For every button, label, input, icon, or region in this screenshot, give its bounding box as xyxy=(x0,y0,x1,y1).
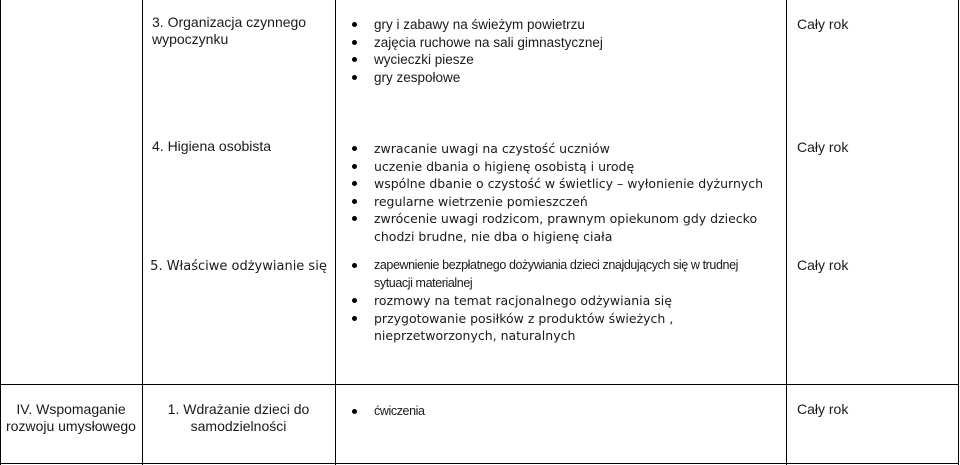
activity-list-5 xyxy=(346,257,776,345)
row-divider xyxy=(0,384,959,385)
activity-list-3 xyxy=(346,16,776,86)
table-border-left xyxy=(0,0,1,465)
activity-cell-3: 3. Organizacja czynnego wypoczynku xyxy=(152,14,307,47)
activity-cell-5: 5. Właściwe odżywianie się xyxy=(150,259,327,274)
column-divider-2 xyxy=(335,0,336,465)
activity-cell-iv-1: 1. Wdrażanie dzieci do samodzielności xyxy=(167,401,310,434)
list-item: zwrócenie uwagi rodzicom, prawnym opiekunom gdy dziecko chodzi brudne, nie dba o higienę ciała xyxy=(346,210,776,245)
list-item: wycieczki piesze xyxy=(346,51,776,69)
list-item: ćwiczenia xyxy=(346,403,776,421)
term-cell-iv-1: Cały rok xyxy=(797,401,849,417)
term-cell-4: Cały rok xyxy=(797,139,849,155)
column-divider-3 xyxy=(786,0,787,465)
list-item: rozmowy na temat racjonalnego odżywiania się xyxy=(346,292,776,310)
list-item: uczenie dbania o higienę osobistą i urodę xyxy=(346,158,776,176)
activity-list-4 xyxy=(346,140,776,245)
list-item: przygotowanie posiłków z produktów świeżych , nieprzetworzonych, naturalnych xyxy=(346,310,776,345)
list-item: gry i zabawy na świeżym powietrzu xyxy=(346,16,776,34)
list-item: zajęcia ruchowe na sali gimnastycznej xyxy=(346,34,776,52)
table-border-bottom xyxy=(0,463,959,464)
section-area-cell: IV. Wspomaganie rozwoju umysłowego xyxy=(6,401,136,434)
list-item: zwracanie uwagi na czystość uczniów xyxy=(346,140,776,158)
list-item: wspólne dbanie o czystość w świetlicy – wyłonienie dyżurnych xyxy=(346,175,776,193)
column-divider-1 xyxy=(142,0,143,465)
activity-cell-4: 4. Higiena osobista xyxy=(152,138,272,154)
list-item: gry zespołowe xyxy=(346,69,776,87)
term-cell-3: Cały rok xyxy=(797,16,849,32)
activity-list-iv-1 xyxy=(346,403,776,421)
list-item: zapewnienie bezpłatnego dożywiania dzieci znajdujących się w trudnej sytuacji materialnej xyxy=(346,257,776,292)
table-border-right xyxy=(958,0,959,465)
term-cell-5: Cały rok xyxy=(797,257,849,273)
list-item: regularne wietrzenie pomieszczeń xyxy=(346,193,776,211)
